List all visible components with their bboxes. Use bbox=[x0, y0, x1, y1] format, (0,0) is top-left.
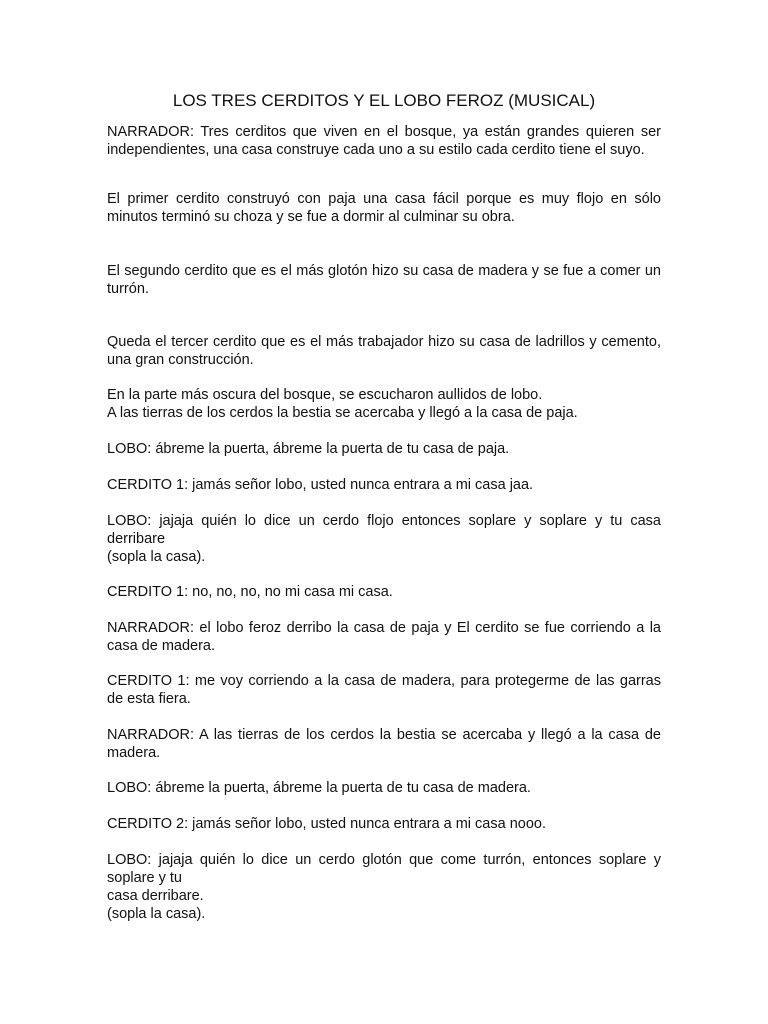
paragraph-lobo-gloton bbox=[107, 851, 661, 923]
paragraph-tercer-cerdito: Queda el tercer cerdito que es el más trabajador hizo su casa de ladrillos y cemento, una gran construcción. bbox=[107, 334, 661, 368]
paragraph-parte-oscura bbox=[107, 386, 661, 422]
text-line: En la parte más oscura del bosque, se escucharon aullidos de lobo. bbox=[107, 387, 543, 403]
paragraph-cerdito1-corriendo: CERDITO 1: me voy corriendo a la casa de madera, para protegerme de las garras de esta fiera. bbox=[107, 673, 661, 707]
text-line: (sopla la casa). bbox=[107, 549, 206, 565]
text-line: casa derribare. bbox=[107, 888, 204, 904]
paragraph-cerdito2-jamas: CERDITO 2: jamás señor lobo, usted nunca entrara a mi casa nooo. bbox=[107, 816, 546, 832]
text-line: LOBO: jajaja quién lo dice un cerdo glotón que come turrón, entonces soplare y soplare y tu bbox=[107, 852, 661, 886]
page-title: LOS TRES CERDITOS Y EL LOBO FEROZ (MUSICAL) bbox=[172, 91, 596, 110]
paragraph-lobo-paja: LOBO: ábreme la puerta, ábreme la puerta de tu casa de paja. bbox=[107, 441, 510, 457]
paragraph-lobo-flojo bbox=[107, 512, 661, 566]
paragraph-narrador-madera: NARRADOR: A las tierras de los cerdos la bestia se acercaba y llegó a la casa de madera. bbox=[107, 727, 661, 761]
paragraph-narrador-intro: NARRADOR: Tres cerditos que viven en el bosque, ya están grandes quieren ser independientes, una casa construye cada uno a su estilo cada cerdito tiene el suyo. bbox=[107, 124, 661, 158]
text-line: LOBO: jajaja quién lo dice un cerdo flojo entonces soplare y soplare y tu casa derribare bbox=[107, 513, 661, 547]
text-line: A las tierras de los cerdos la bestia se acercaba y llegó a la casa de paja. bbox=[107, 405, 578, 421]
paragraph-primer-cerdito: El primer cerdito construyó con paja una casa fácil porque es muy flojo en sólo minutos terminó su choza y se fue a dormir al culminar su obra. bbox=[107, 191, 661, 225]
paragraph-cerdito1-no: CERDITO 1: no, no, no, no mi casa mi casa. bbox=[107, 584, 393, 600]
paragraph-narrador-derribo: NARRADOR: el lobo feroz derribo la casa de paja y El cerdito se fue corriendo a la casa de madera. bbox=[107, 620, 661, 654]
paragraph-segundo-cerdito: El segundo cerdito que es el más glotón hizo su casa de madera y se fue a comer un turrón. bbox=[107, 263, 661, 297]
paragraph-cerdito1-jamas: CERDITO 1: jamás señor lobo, usted nunca entrara a mi casa jaa. bbox=[107, 477, 534, 493]
text-line: (sopla la casa). bbox=[107, 906, 206, 922]
paragraph-lobo-madera: LOBO: ábreme la puerta, ábreme la puerta de tu casa de madera. bbox=[107, 780, 531, 796]
